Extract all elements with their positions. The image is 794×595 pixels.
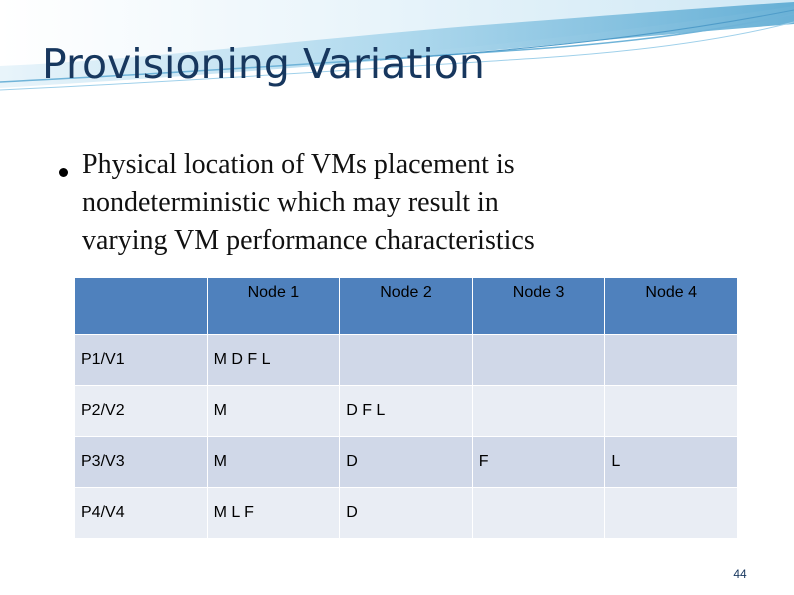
table-cell: D: [340, 437, 473, 488]
table-header-cell: Node 4: [605, 278, 738, 335]
table-cell: P2/V2: [75, 386, 208, 437]
table-row: [75, 437, 738, 488]
table-cell: M: [207, 386, 340, 437]
table-row: [75, 386, 738, 437]
bullet-line: Physical location of VMs placement is: [82, 149, 515, 180]
table-cell: P1/V1: [75, 335, 208, 386]
table-row: [75, 335, 738, 386]
bullet-dot: [59, 168, 68, 177]
table-cell: [472, 386, 605, 437]
table-cell: [472, 335, 605, 386]
table-cell: [605, 386, 738, 437]
table-header-row: [75, 278, 738, 335]
table-row: [75, 488, 738, 539]
bullet-text: [82, 146, 762, 260]
page-number: 44: [733, 567, 747, 581]
table-cell: P3/V3: [75, 437, 208, 488]
slide-title: Provisioning Variation: [42, 40, 485, 88]
table-cell: M: [207, 437, 340, 488]
table-cell: F: [472, 437, 605, 488]
bullet-line: nondeterministic which may result in: [82, 187, 499, 218]
table-cell: M L F: [207, 488, 340, 539]
table-header-cell: Node 3: [472, 278, 605, 335]
table-header-cell: Node 1: [207, 278, 340, 335]
table-cell: [605, 335, 738, 386]
bullet-line: varying VM performance characteristics: [82, 225, 535, 256]
table-cell: D F L: [340, 386, 473, 437]
node-placement-table: [74, 277, 738, 539]
table-header-cell: [75, 278, 208, 335]
table-cell: [340, 335, 473, 386]
table-cell: D: [340, 488, 473, 539]
table-cell: [605, 488, 738, 539]
table-cell: M D F L: [207, 335, 340, 386]
table-cell: P4/V4: [75, 488, 208, 539]
table-cell: [472, 488, 605, 539]
table-cell: L: [605, 437, 738, 488]
table-header-cell: Node 2: [340, 278, 473, 335]
